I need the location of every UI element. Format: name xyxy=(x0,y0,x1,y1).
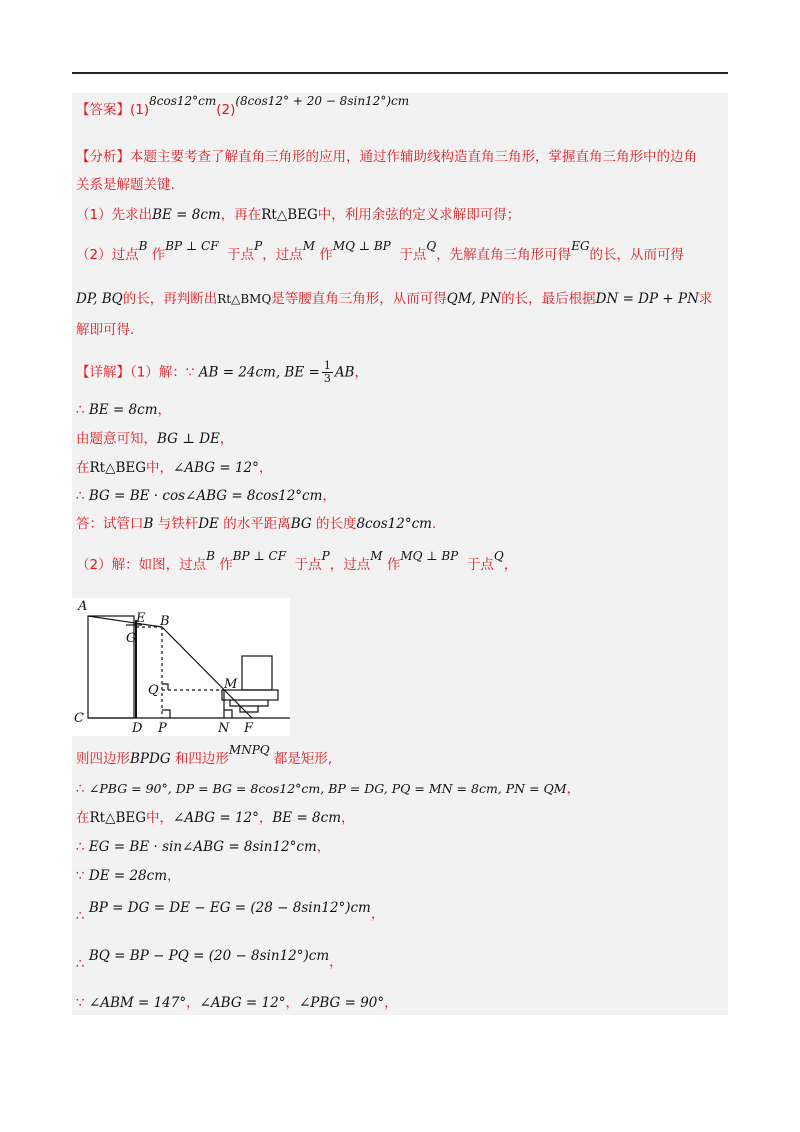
detail-l7-text: （2）解：如图，过点 xyxy=(76,557,207,573)
detail-line-14 xyxy=(76,946,343,972)
header-rule xyxy=(72,72,728,74)
detail-l10-triangle: Rt△BEG xyxy=(89,810,147,826)
therefore-symbol: ∴ xyxy=(76,402,85,418)
detail-l7-B: B xyxy=(206,549,215,563)
therefore-symbol: ∴ xyxy=(76,488,85,504)
detail-line-2 xyxy=(76,400,171,420)
detail-l7-end: ， xyxy=(503,557,518,573)
analysis-step2-text: （2）过点 xyxy=(76,247,139,263)
detail-l11-math: EG = BE · sin∠ABG = 8sin12°cm xyxy=(88,839,317,855)
detail-l6-text-e: . xyxy=(431,516,437,532)
analysis-step2-M: M xyxy=(302,239,316,253)
detail-line-6 xyxy=(76,514,436,534)
analysis-step3-math2: QM, PN xyxy=(446,291,502,307)
right-angle-n xyxy=(224,710,232,718)
detail-l8-text-b: 和四边形 xyxy=(174,751,229,767)
detail-l8-text-a: 则四边形 xyxy=(76,751,130,767)
detail-line-9 xyxy=(76,779,580,799)
detail-l15-comma2: ， xyxy=(285,995,299,1011)
analysis-step2-perp2: MQ ⊥ BP xyxy=(332,239,391,253)
analysis-text-1: 本题主要考查了解直角三角形的应用，通过作辅助线构造直角三角形，掌握直角三角形中的边角 xyxy=(130,149,697,165)
detail-line-12 xyxy=(76,866,181,886)
tube-ab xyxy=(88,616,162,627)
label-g: G xyxy=(126,631,137,646)
because-symbol: ∵ xyxy=(76,868,85,884)
answer-part1-value: 8cos12°cm xyxy=(149,94,217,108)
label-f: F xyxy=(244,721,254,736)
tube-bf xyxy=(162,627,252,718)
label-b: B xyxy=(160,614,170,629)
detail-l10-comma: ， xyxy=(258,810,273,826)
analysis-step3-triangle: Rt△BMQ xyxy=(217,292,272,306)
detail-l1-math2: AB xyxy=(334,364,355,381)
detail-l6-math: 8cos12°cm xyxy=(356,516,432,532)
analysis-step-4 xyxy=(76,320,134,340)
detail-l9-comma: ， xyxy=(566,781,581,797)
label-m: M xyxy=(224,677,238,692)
detail-l4-math: ∠ABG = 12° xyxy=(173,460,259,476)
analysis-label: 【分析】 xyxy=(76,149,130,165)
analysis-step2-guodian: ，过点 xyxy=(262,247,303,263)
fraction-denominator: 3 xyxy=(323,372,331,385)
detail-l7-yudian2: 于点 xyxy=(466,557,494,573)
detail-l4-comma: ， xyxy=(258,460,273,476)
analysis-step2-zuo2: 作 xyxy=(319,247,333,263)
detail-l15-comma1: ， xyxy=(186,995,200,1011)
analysis-step2-EG: EG xyxy=(571,239,590,253)
detail-l6-DE: DE xyxy=(198,516,219,532)
detail-l4-triangle: Rt△BEG xyxy=(89,460,147,476)
analysis-step1-text-b: ，再在 xyxy=(220,207,262,223)
analysis-step3-math3: DN = DP + PN xyxy=(595,291,699,307)
label-c: C xyxy=(74,711,84,726)
detail-l1-comma: ， xyxy=(354,364,368,381)
answer-part1-label: (1) xyxy=(130,102,150,118)
detail-l15-comma3: ， xyxy=(384,995,398,1011)
detail-l6-BG: BG xyxy=(290,516,312,532)
detail-l7-yudian: 于点 xyxy=(294,557,322,573)
label-a: A xyxy=(78,599,88,614)
label-e: E xyxy=(136,611,146,626)
analysis-step3-math1: DP, BQ xyxy=(76,291,123,307)
analysis-step3-text-a: 的长，再判断出 xyxy=(122,291,218,307)
analysis-step1-text: （1）先求出 xyxy=(76,207,153,223)
detail-l7-zuo: 作 xyxy=(219,557,233,573)
detail-l8-math2: MNPQ xyxy=(228,743,270,757)
detail-line-5 xyxy=(76,486,336,506)
detail-l10-text-a: 在 xyxy=(76,810,90,826)
detail-line-7 xyxy=(76,549,518,575)
detail-l10-comma2: ， xyxy=(341,810,355,826)
analysis-step2-P: P xyxy=(254,239,263,253)
analysis-step1-text-c: 中，利用余弦的定义求解即可得； xyxy=(317,207,521,223)
analysis-line-1 xyxy=(76,147,697,167)
detail-l15-math3: ∠PBG = 90° xyxy=(298,995,385,1011)
detail-line-15 xyxy=(76,993,398,1013)
detail-l15-math2: ∠ABG = 12° xyxy=(199,995,286,1011)
answer-part2-value: (8cos12° + 20 − 8sin12°)cm xyxy=(235,94,410,108)
analysis-step2-zuo: 作 xyxy=(151,247,166,263)
detail-l15-math1: ∠ABM = 147° xyxy=(88,995,187,1011)
detail-l6-B: B xyxy=(143,516,154,532)
detail-line-1 xyxy=(76,360,368,385)
fraction-numerator: 1 xyxy=(323,359,331,372)
detail-l14-math: BQ = BP − PQ = (20 − 8sin12°)cm xyxy=(88,948,330,964)
detail-line-11 xyxy=(76,837,330,857)
detail-l10-math1: ∠ABG = 12° xyxy=(173,810,259,826)
detail-l12-comma: ， xyxy=(167,868,181,884)
detail-l7-guo: ，过点 xyxy=(329,557,371,573)
detail-l9-math: ∠PBG = 90°, DP = BG = 8cos12°cm, BP = DG, PQ = MN = 8cm, PN = QM xyxy=(88,781,567,796)
analysis-step1-triangle: Rt△BEG xyxy=(261,207,318,223)
detail-l7-perp2: MQ ⊥ BP xyxy=(400,549,459,563)
detail-l6-text-b: 与铁杆 xyxy=(157,516,199,532)
detail-l8-math1: BPDG xyxy=(130,751,171,767)
detail-l7-M: M xyxy=(370,549,383,563)
detail-l5-math: BG = BE · cos∠ABG = 8cos12°cm xyxy=(88,488,323,504)
detail-l7-perp1: BP ⊥ CF xyxy=(232,549,287,563)
label-d: D xyxy=(132,721,143,736)
geometry-figure xyxy=(72,598,290,736)
detail-l4-text-a: 在 xyxy=(76,460,90,476)
detail-l1-math: AB = 24cm, BE = xyxy=(198,364,320,381)
geometry-diagram xyxy=(72,598,290,736)
detail-line-3 xyxy=(76,429,233,449)
detail-part1-intro: （1）解： xyxy=(130,364,186,381)
detail-l10-text-b: 中， xyxy=(146,810,174,826)
therefore-symbol: ∴ xyxy=(76,956,85,972)
label-p: P xyxy=(158,721,167,736)
detail-l2-comma: ， xyxy=(157,402,172,418)
label-q: Q xyxy=(148,683,159,698)
because-symbol: ∵ xyxy=(76,995,85,1011)
detail-line-4 xyxy=(76,458,272,478)
analysis-step1-math: BE = 8cm xyxy=(152,207,221,223)
because-symbol: ∵ xyxy=(185,364,195,381)
detail-l3-math: BG ⊥ DE xyxy=(157,431,220,447)
analysis-step3-text-b: 是等腰直角三角形，从而可得 xyxy=(271,291,447,307)
analysis-step2-perp1: BP ⊥ CF xyxy=(165,239,219,253)
therefore-symbol: ∴ xyxy=(76,781,85,797)
detail-l2-math: BE = 8cm xyxy=(88,402,158,418)
detail-l6-text-c: 的水平距离 xyxy=(223,516,291,532)
detail-l11-comma: ， xyxy=(316,839,331,855)
detail-l12-math: DE = 28cm xyxy=(88,868,168,884)
detail-l7-Q: Q xyxy=(493,549,504,563)
label-n: N xyxy=(218,721,230,736)
analysis-step-2 xyxy=(76,239,685,265)
analysis-step2-rest: ，先解直角三角形可得 xyxy=(436,247,572,263)
answer-label: 【答案】 xyxy=(76,102,130,118)
therefore-symbol: ∴ xyxy=(76,908,85,924)
right-angle-q xyxy=(162,684,168,690)
detail-l7-zuo2: 作 xyxy=(386,557,401,573)
analysis-text-2: 关系是解题关键. xyxy=(76,177,175,193)
analysis-step2-B: B xyxy=(138,239,148,253)
detail-l13-comma: ， xyxy=(370,906,385,922)
analysis-step4-text: 解即可得. xyxy=(76,322,135,338)
analysis-step2-yudian2: 于点 xyxy=(399,247,427,263)
detail-l3-comma: ， xyxy=(219,431,234,447)
analysis-line-2 xyxy=(76,175,175,195)
one-third-fraction xyxy=(322,360,333,385)
analysis-step3-text-c: 的长，最后根据 xyxy=(501,291,596,307)
detail-l4-text-b: 中， xyxy=(146,460,174,476)
detail-l14-comma: ， xyxy=(329,954,343,970)
answer-part2-label: (2) xyxy=(216,102,236,118)
detail-l13-math: BP = DG = DE − EG = (28 − 8sin12°)cm xyxy=(88,900,371,916)
detail-l3-text: 由题意可知， xyxy=(76,431,157,447)
analysis-step2-Q: Q xyxy=(426,239,437,253)
analysis-step-3 xyxy=(76,289,712,309)
answer-line xyxy=(76,94,410,120)
detail-label: 【详解】 xyxy=(76,364,130,381)
analysis-step-1 xyxy=(76,205,520,225)
beaker-top xyxy=(242,656,272,690)
therefore-symbol: ∴ xyxy=(76,839,85,855)
detail-l5-comma: ， xyxy=(322,488,336,504)
detail-l10-math2: BE = 8cm xyxy=(272,810,341,826)
detail-l7-P: P xyxy=(321,549,330,563)
detail-l8-text-c: 都是矩形, xyxy=(273,751,333,767)
right-angle-p xyxy=(162,710,170,718)
detail-l6-text-a: 答：试管口 xyxy=(76,516,144,532)
detail-l6-text-d: 的长度 xyxy=(315,516,357,532)
detail-line-10 xyxy=(76,808,355,828)
detail-line-8 xyxy=(76,743,333,769)
analysis-step3-text-d: 求 xyxy=(698,291,713,307)
analysis-step2-end: 的长，从而可得 xyxy=(589,247,685,263)
analysis-step2-yudian: 于点 xyxy=(227,247,255,263)
detail-line-13 xyxy=(76,898,385,924)
